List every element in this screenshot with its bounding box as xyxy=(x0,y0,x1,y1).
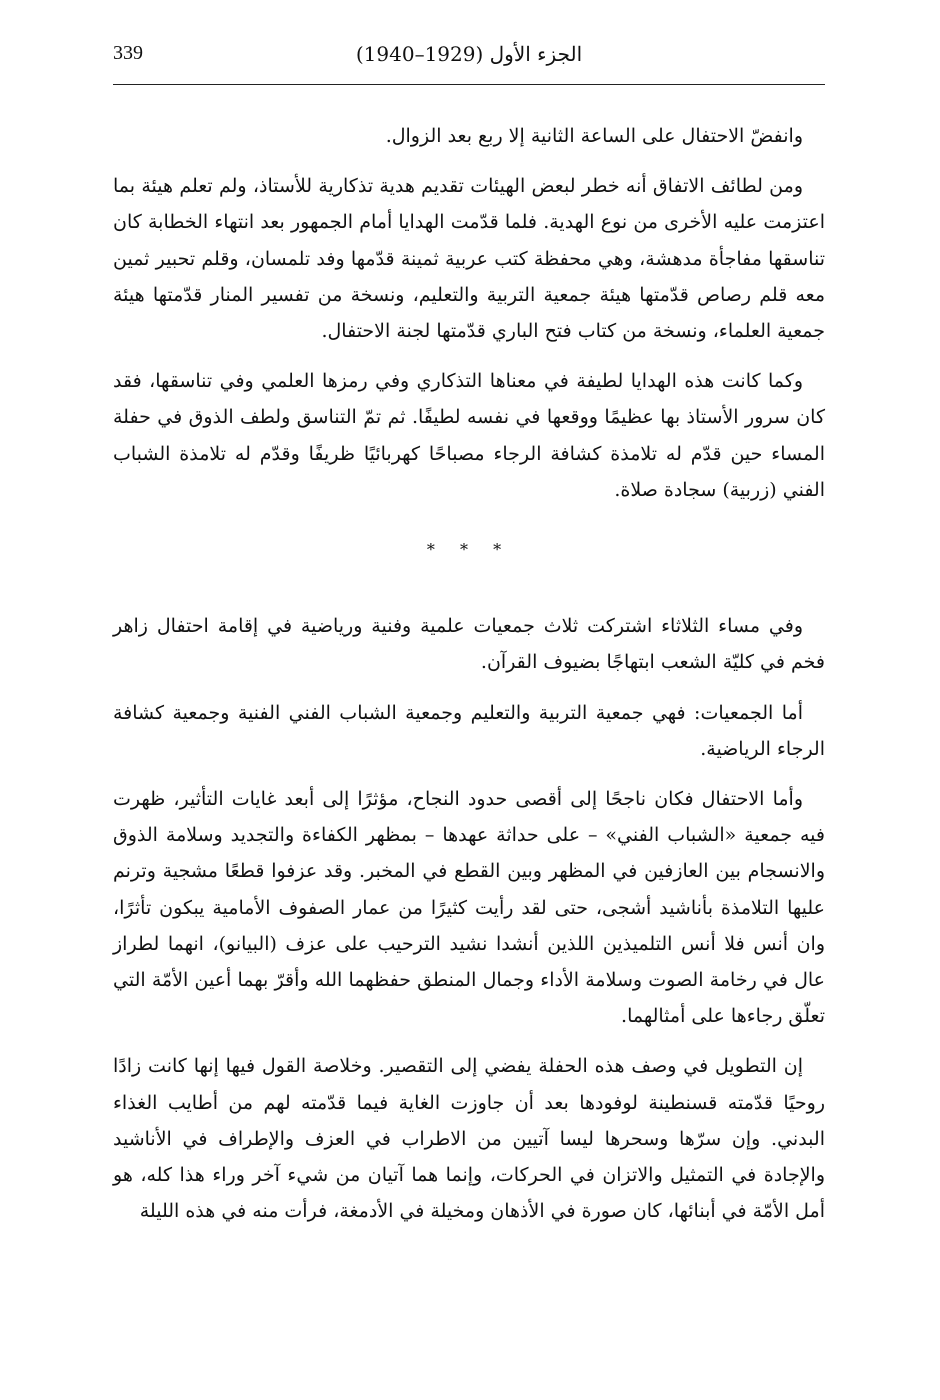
page-body xyxy=(113,118,825,1243)
paragraph-4: وفي مساء الثلاثاء اشتركت ثلاث جمعيات علمية وفنية ورياضية في إقامة احتفال زاهر فخم في كليّة الشعب ابتهاجًا بضيوف القرآن. xyxy=(113,615,825,674)
paragraph-6: وأما الاحتفال فكان ناجحًا إلى أقصى حدود النجاح، مؤثرًا إلى أبعد غايات التأثير، ظهرت فيه جمعية «الشباب الفني» – على حداثة عهدها – بمظهر الكفاءة والتجديد وسلامة الذوق والانسجام بين العازفين في المظهر وبين القطع في المخبر. وقد عزفوا قطعًا مشجية وترنم عليها التلامذة بأناشيد أشجى، حتى لقد رأيت كثيرًا من عمار الصفوف الأمامية يبكون تأثرًا، وان أنس فلا أنس التلميذين اللذين أنشدا نشيد الترحيب على عزف (البيانو)، انهما لطراز عال في رخامة الصوت وسلامة الأداء وجمال المنطق حفظهما الله وأقرّ بهما أعين الأمّة التي تعلّق رجاءها على أمثالهما. xyxy=(113,788,825,1028)
page-number: 339 xyxy=(113,42,143,64)
paragraph-5: أما الجمعيات: فهي جمعية التربية والتعليم وجمعية الشباب الفني الفنية وجمعية كشافة الرجاء الرياضية. xyxy=(113,701,825,760)
paragraph-2: ومن لطائف الاتفاق أنه خطر لبعض الهيئات تقديم هدية تذكارية للأستاذ، ولم تعلم هيئة بما اعتزمت عليه الأخرى من نوع الهدية. فلما قدّمت الهدايا أمام الجمهور بعد انتهاء الخطابة كان تناسقها مفاجأة مدهشة، وهي محفظة كتب عربية ثمينة قدّمها وفد تلمسان، وقلم تحبير ثمين معه قلم رصاص قدّمتها هيئة جمعية التربية والتعليم، ونسخة من تفسير المنار قدّمتها هيئة جمعية العلماء، ونسخة من كتاب فتح الباري قدّمتها لجنة الاحتفال. xyxy=(113,175,825,343)
paragraph-3: وكما كانت هذه الهدايا لطيفة في معناها التذكاري وفي رمزها العلمي وفي تناسقها، فقد كان سرور الأستاذ بها عظيمًا ووقعها في نفسه لطيفًا. ثم تمّ التناسق ولطف الذوق في حفلة المساء حين قدّم له تلامذة كشافة الرجاء مصباحًا كهربائيًا ظريفًا وقدّم له تلامذة الشباب الفني (زربية) سجادة صلاة. xyxy=(113,370,825,501)
paragraph-1: وانفضّ الاحتفال على الساعة الثانية إلا ربع بعد الزوال. xyxy=(385,125,803,147)
page-header xyxy=(113,40,825,85)
running-title: الجزء الأول (1929–1940) xyxy=(355,42,583,66)
paragraph-7: إن التطويل في وصف هذه الحفلة يفضي إلى التقصير. وخلاصة القول فيها إنها كانت زادًا روحيًا قدّمته قسنطينة لوفودها بعد أن جاوزت الغاية فيما قدّمته لهم من أطايب الغذاء البدني. وإن سرّها وسحرها ليسا آتيين من الاطراب في العزف والإطراف في الأناشيد والإجادة في التمثيل والاتزان في الحركات، وإنما هما آتيان من شيء آخر وراء هذا كله، هو أمل الأمّة في أبنائها، كان صورة في الأذهان ومخيلة في الأدمغة، فرأت منه في هذه الليلة xyxy=(113,1055,825,1223)
section-separator: * * * xyxy=(426,540,512,560)
